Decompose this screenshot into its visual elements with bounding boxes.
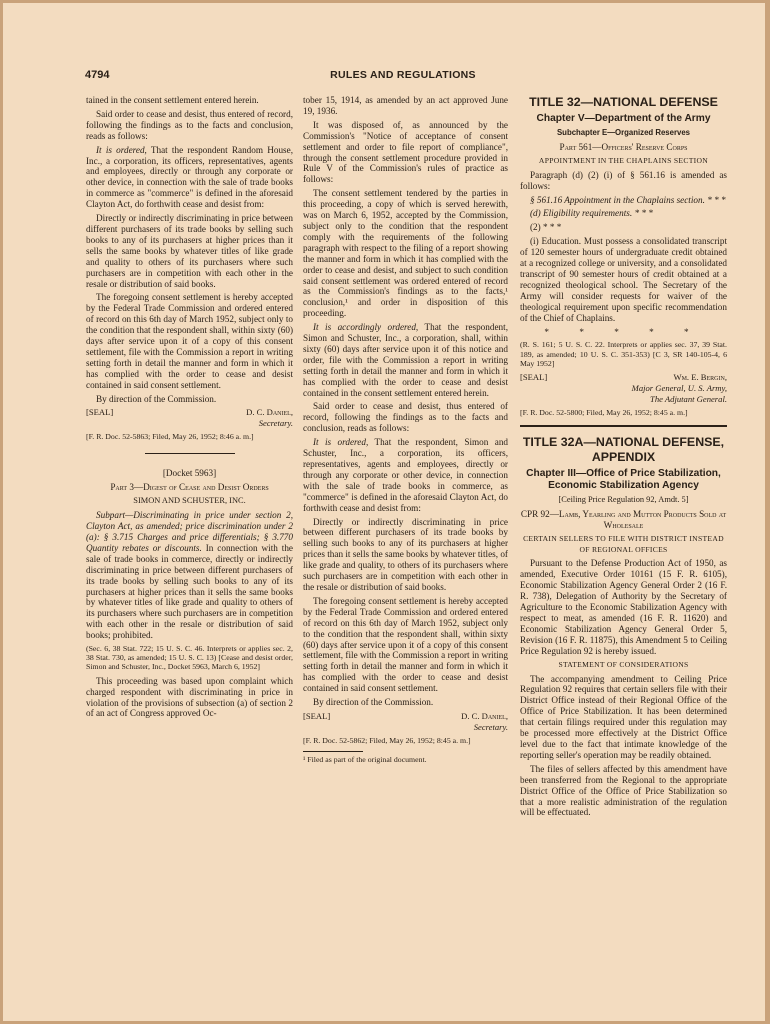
section-heading: STATEMENT OF CONSIDERATIONS [558, 659, 689, 669]
seal-label: [SEAL] [86, 407, 114, 418]
divider [145, 453, 235, 454]
signer-name: D. C. Daniel, [461, 710, 508, 721]
paragraph: This proceeding was based upon complaint which charged respondent with discriminating in price in violation of the provisions of subsection (a) of section 2 of an act of Congress approved Oc- [86, 675, 293, 719]
paragraph: The consent settlement tendered by the parties in this proceeding, a copy of which is served herewith, was on March 6, 1952, accepted by the Commission, subject only to the condition that the respondent comply with the requirements of the following paragraph with respect to the filing of a report showing the manner and form in which it has complied with the order to cease and desist, and subject to such condition said consent settlement was ordered entered of record as the Commission's findings as to the facts,¹ conclusion,¹ and order in disposition of this proceeding. [303, 188, 508, 319]
document-page [3, 3, 765, 1021]
fr-doc-note: [F. R. Doc. 52-5800; Filed, May 26, 1952; 8:45 a. m.] [520, 407, 688, 417]
section-heading: APPOINTMENT IN THE CHAPLAINS SECTION [538, 155, 709, 165]
paragraph: tained in the consent settlement entered herein. [86, 95, 259, 105]
ellipsis-dots: * * * * * [544, 326, 703, 337]
signer-title: Secretary. [258, 418, 293, 429]
signer-title: The Adjutant General. [650, 393, 727, 404]
paragraph: It was disposed of, as announced by the Commission's "Notice of acceptance of consent settlement and order to file report of compliance", through the consent settlement procedure provided in Rule V of the Commission's rules of practice as follows: [303, 119, 508, 185]
signer-title: Secretary. [473, 721, 508, 732]
paragraph: The foregoing consent settlement is hereby accepted by the Federal Trade Commission and ordered entered of record on this 6th day of March 1952, subject only to the condition that the respondent shall, within sixty (60) days after service upon it of a copy of this consent settlement, file with the Commission a report in writing setting forth in detail the manner and form in which it has complied with the order to cease and desist contained in said consent settlement. [86, 292, 293, 390]
subchapter-heading: Subchapter E—Organized Reserves [556, 128, 691, 137]
subpart-paragraph [86, 510, 293, 641]
signer-name: Wm. E. Bergin, [673, 372, 727, 383]
order-text: That the respondent Random House, Inc., a corporation, its officers, representatives, agents and employees, directly or through any corporate or other device, in connection with the sale of trade books in commerce as "commerce" is defined in the aforesaid Clayton Act, do forthwith cease and desist from: [86, 144, 293, 210]
paragraph: The foregoing consent settlement is hereby accepted by the Federal Trade Commission and ordered entered of record on this 6th day of March 1952, subject only to the condition that the respondent shall, within sixty (60) days after service upon it of a copy of this consent settlement, file with the Commission a report in writing setting forth in detail the manner and form in which it has complied with the order to cease and desist contained in said consent settlement. [303, 595, 508, 694]
title-heading: TITLE 32—NATIONAL DEFENSE [529, 95, 718, 109]
seal-label: [SEAL] [520, 372, 548, 383]
signature-block [86, 407, 293, 418]
fr-doc-note: [F. R. Doc. 52-5862; Filed, May 26, 1952; 8:45 a. m.] [303, 735, 471, 745]
seal-label: [SEAL] [303, 710, 331, 721]
part-heading: Part 561—Officers' Reserve Corps [559, 141, 688, 152]
paragraph: By direction of the Commission. [96, 393, 217, 404]
part-heading: Part 3—Digest of Cease and Desist Orders [110, 482, 269, 493]
order-paragraph [303, 437, 508, 513]
citation: (Sec. 6, 38 Stat. 722; 15 U. S. C. 46. Interprets or applies sec. 2, 38 Stat. 730, as amended; 15 U. S. C. 13) [Cease and desist order, Simon and Schuster, Inc., Docket 5963, March 6, 1952] [86, 644, 293, 672]
subpart-text: In connection with the sale of trade books in commerce, directly or indirectly discriminating in price between different purchasers of its trade books by selling such books to any of its purchasers at higher prices than it sells the same books by whatever titles of like grade and quality to others of its purchasers where such purchasers are in competition with each other in the resale or distribution of said books; prohibited. [86, 542, 293, 641]
citation: (R. S. 161; 5 U. S. C. 22. Interprets or applies sec. 37, 39 Stat. 189, as amended; 10 U. S. C. 351-353) [C 3, SR 140-105-4, 6 May 1952] [520, 340, 727, 368]
paragraph: (i) Education. Must possess a consolidated transcript of 120 semester hours of undergraduate credit obtained at a recognized college or university, and a consolidated transcript of 90 semester hours of credit obtained at a recognized theological school. The Secretary of the Army will consider requests for waiver of the theological requirement upon specific recommendation of the Chief of Chaplains. [520, 236, 727, 323]
signer-name: D. C. Daniel, [246, 407, 293, 418]
subpart-lead: Subpart—Discriminating in price under section 2, Clayton Act, as amended; price discrimination under 2 (a): § 3.715 Charges and price differentials; § 3.770 Quantity rebates or discounts. [86, 510, 293, 553]
subsection-reference: (d) Eligibility requirements. * * * [530, 208, 653, 219]
running-header: RULES AND REGULATIONS [330, 69, 476, 81]
order-paragraph [86, 145, 293, 210]
paragraph: By direction of the Commission. [313, 697, 434, 708]
order-text: That the respondent, Simon and Schuster, Inc., a corporation, its officers, representatives, agents and employees, directly or through any corporate or other device, in connection with the sale of trade books in commerce, as "commerce" is defined in the aforesaid Clayton Act, do forthwith cease and desist from: [303, 437, 508, 513]
party-name: SIMON AND SCHUSTER, INC. [133, 496, 246, 506]
paragraph: Directly or indirectly discriminating in price between different purchasers of its trade books by selling such books to any of its purchasers at higher prices than it sells the same books by whatever titles, of like grade and quality, to others of its purchasers where such purchasers are in competition with each other in the resale or distribution of said books. [303, 516, 508, 592]
order-lead: It is ordered, [313, 437, 369, 448]
order-text: That the respondent, Simon and Schuster, Inc., a corporation, shall, within sixty (60) days after service upon it of this notice and order, file with the Commission a report in writing setting forth in detail the manner and form in which it has complied with the order to cease and desist contained in the consent settlement entered herein. [303, 322, 508, 398]
paragraph: Pursuant to the Defense Production Act of 1950, as amended, Executive Order 10161 (15 F. R. 6105), Economic Stabilization Agency General Order 2 (16 F. R. 738), Delegation of Authority by the Secretary of Agriculture to the Economic Stabilization Agency with respect to meat, as amended (16 F. R. 11620) and Economic Stabilization Agency General Order 5, Revision (16 F. R. 11875), this Amendment 5 to Ceiling Price Regulation 92 is hereby issued. [520, 558, 727, 656]
paragraph: Said order to cease and desist, thus entered of record, following the findings as to the facts and conclusion, reads as follows: [303, 401, 508, 434]
docket-number: [Docket 5963] [162, 468, 217, 479]
page-number: 4794 [85, 69, 110, 81]
column-left [86, 95, 293, 1005]
paragraph: The files of sellers affected by this amendment have been transferred from the Regional to the appropriate District Office of the Office of Price Stabilization so that a more realistic administration of the regulation will be effectuated. [520, 763, 727, 818]
chapter-heading: Chapter III—Office of Price Stabilization, Economic Stabilization Agency [526, 467, 721, 491]
chapter-heading: Chapter V—Department of the Army [536, 113, 711, 124]
paragraph: The accompanying amendment to Ceiling Price Regulation 92 requires that certain sellers file with their District Office instead of their Regional Office of the Office of Price Stabilization. It has been determined that certain filings required under this regulation may be processed more effectively at the District Office level due to the fact that intimate knowledge of the reporting seller's operation may be readily obtained. [520, 673, 727, 760]
footnote-divider [303, 751, 363, 752]
title-heading: TITLE 32A—NATIONAL DEFENSE, APPENDIX [522, 434, 725, 464]
fr-doc-note: [F. R. Doc. 52-5863; Filed, May 26, 1952; 8:46 a. m.] [86, 432, 254, 442]
section-divider [520, 425, 727, 427]
order-lead: It is ordered, [96, 144, 147, 155]
paragraph: tober 15, 1914, as amended by an act approved June 19, 1936. [303, 95, 508, 116]
paragraph: Said order to cease and desist, thus entered of record, following the findings as to the facts and conclusion, reads as follows: [86, 108, 293, 141]
order-lead: It is accordingly ordered, [313, 322, 419, 333]
footnote: ¹ Filed as part of the original document. [303, 754, 427, 764]
ceiling-reference: [Ceiling Price Regulation 92, Amdt. 5] [558, 494, 689, 504]
signer-title: Major General, U. S. Army, [631, 382, 727, 393]
signature-block [303, 711, 508, 722]
signature-block [520, 372, 727, 383]
section-heading: CERTAIN SELLERS TO FILE WITH DISTRICT INSTEAD OF REGIONAL OFFICES [523, 533, 724, 554]
column-right [520, 95, 727, 1005]
subsection-reference: (2) * * * [530, 222, 562, 233]
paragraph: Directly or indirectly discriminating in price between different purchasers of its trade books by selling such books to any of its purchasers at higher prices than it sells the same books by whatever titles of like grade and quality to others of its purchasers where such purchasers are in competition with each other in the resale or distribution of said books. [86, 213, 293, 289]
section-reference: § 561.16 Appointment in the Chaplains section. * * * [530, 194, 726, 205]
paragraph: Paragraph (d) (2) (i) of § 561.16 is amended as follows: [520, 169, 727, 191]
cpr-heading: CPR 92—Lamb, Yearling and Mutton Products Sold at Wholesale [520, 508, 727, 530]
column-middle [303, 95, 508, 1005]
order-paragraph [303, 322, 508, 398]
